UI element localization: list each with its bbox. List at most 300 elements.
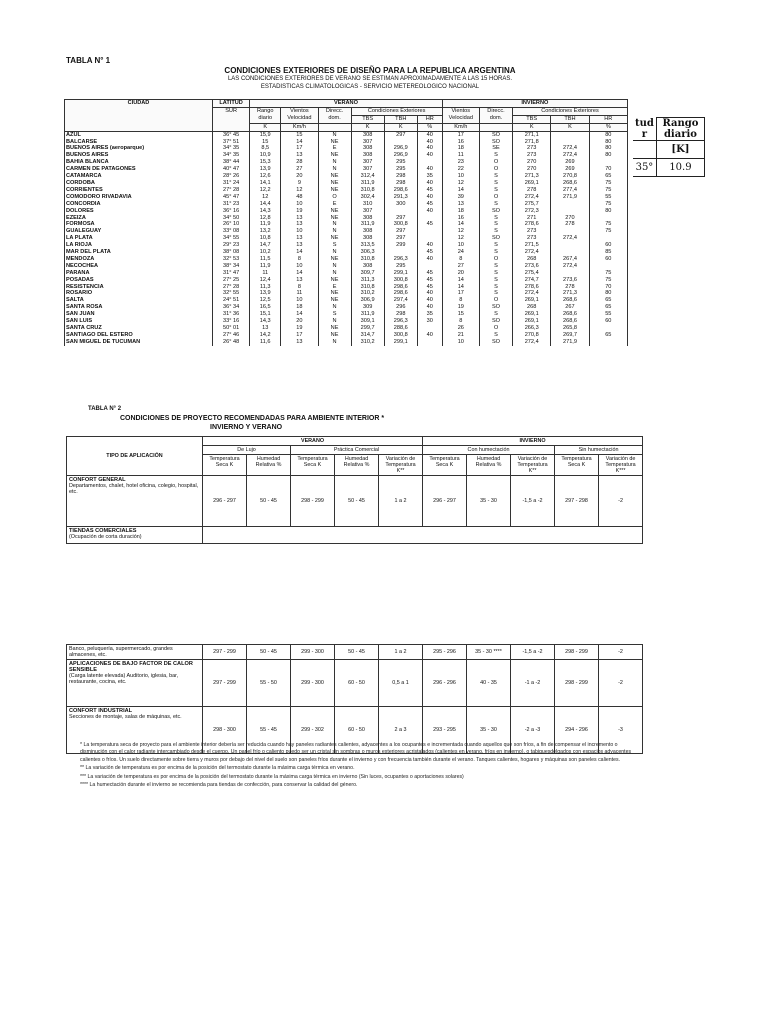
tabla2-title: [120, 414, 520, 432]
table-cell: 65: [589, 297, 627, 304]
col-sin-humectacion: Sin humectación: [555, 446, 643, 455]
table-cell: 40: [417, 166, 442, 173]
table-cell: 271,8: [513, 139, 551, 146]
col-t2-c2: Humedad Relativa %: [247, 455, 291, 476]
table-cell: 273: [513, 145, 551, 152]
table-cell: 35: [417, 173, 442, 180]
table-cell: 271,9: [551, 339, 589, 346]
table-cell: 14: [281, 270, 318, 277]
table-cell: 266,3: [513, 325, 551, 332]
col-inv-condiciones: Condiciones Exteriores: [513, 107, 628, 115]
table-cell: 40: [417, 145, 442, 152]
table-cell: NE: [318, 215, 351, 222]
table-cell: [384, 208, 417, 215]
table-cell: S: [479, 228, 512, 235]
note-4: **** La humectación durante el invierno se recomienda para tiendas de confección, para conservar la calidad del género.: [80, 782, 358, 789]
table-cell: 8: [442, 318, 479, 325]
cell: -1 a -2: [511, 660, 555, 707]
table-row: [65, 159, 628, 166]
unit-kmh: Km/h: [281, 123, 318, 131]
table-cell: SO: [479, 318, 512, 325]
table-cell: 308: [351, 131, 384, 138]
table-cell: 272,4: [513, 194, 551, 201]
table-cell: 14: [442, 277, 479, 284]
table-cell: 13: [281, 339, 318, 346]
side-header-rango: Rango diario: [656, 118, 704, 141]
table-cell: 40: [417, 152, 442, 159]
city-name: BUENOS AIRES (aeroparque): [65, 145, 213, 152]
table-cell: 273: [513, 235, 551, 242]
tabla1-label: TABLA N° 1: [66, 56, 111, 65]
table-cell: 11,5: [250, 256, 281, 263]
table-cell: [551, 228, 589, 235]
tabla1-heading: [150, 66, 590, 91]
table-row: [65, 228, 628, 235]
table-cell: 267,4: [551, 256, 589, 263]
table-cell: 272,4: [551, 152, 589, 159]
table-cell: 271,5: [513, 242, 551, 249]
table-cell: 307: [351, 139, 384, 146]
table-cell: 278: [551, 221, 589, 228]
table-cell: N: [318, 249, 351, 256]
table-cell: 268: [513, 256, 551, 263]
table-row: [65, 187, 628, 194]
table-cell: 80: [589, 145, 627, 152]
tabla2-label: TABLA N° 2: [88, 406, 122, 412]
unit-inv-empty: [479, 123, 512, 131]
cell: 40 - 35: [467, 660, 511, 707]
table-cell: 13: [281, 215, 318, 222]
table-cell: [417, 228, 442, 235]
table-cell: 34° 35: [212, 152, 249, 159]
cell: 50 - 45: [247, 476, 291, 527]
table-cell: 16: [442, 139, 479, 146]
table-cell: 298: [384, 173, 417, 180]
table-cell: 310,8: [351, 284, 384, 291]
table-cell: 314,7: [351, 332, 384, 339]
table-cell: N: [318, 166, 351, 173]
table-cell: 27° 25: [212, 277, 249, 284]
table-cell: 75: [589, 270, 627, 277]
city-name: SANTA CRUZ: [65, 325, 213, 332]
table-row: [65, 180, 628, 187]
unit-k2: K: [384, 123, 417, 131]
col-direcc-dom: Direcc. dom.: [318, 107, 351, 123]
table-cell: S: [479, 180, 512, 187]
table-cell: 40: [417, 304, 442, 311]
table-cell: 273: [513, 152, 551, 159]
table-row: [65, 339, 628, 346]
table-cell: 271,1: [513, 131, 551, 138]
table-cell: 311,3: [351, 277, 384, 284]
city-name: CORRIENTES: [65, 187, 213, 194]
note-1: * La temperatura seca de proyecto para el ambiente interior debería ser reducida cuando hay paneles radiantes calientes, adyacentes a los ocupantes e incrementada cuando aquellos que son fríos, a fin de compensar el incremento o disminución con el calor radiante intercambiado desde el cuerpo. Un panel frío o caliento puedo ser un cristal sin sombras o muros exteriores acristalados (calientes en verano, fríos en invierno), o tabiquesdelgados con espacios adyacentes calientes o fríos. Un suelo directamente sobre tierra y muros por debajo del nivel del suelo son paneles fríos durante el invierno y con frecuencia también durante el verano. Tanques calientes, hogares y máquinas son paneles calientes.: [80, 742, 632, 763]
table-cell: NE: [318, 235, 351, 242]
table-cell: 10: [281, 297, 318, 304]
unit-pct: %: [417, 123, 442, 131]
table-cell: 296: [384, 304, 417, 311]
col-practica-comercial: Práctica Comercial: [291, 446, 423, 455]
col-tipo-aplicacion: TIPO DE APLICACIÓN: [67, 437, 203, 476]
table-cell: 271,3: [513, 173, 551, 180]
group-t2-verano: VERANO: [203, 437, 423, 446]
table-cell: 36° 45: [212, 131, 249, 138]
table-cell: 10: [281, 201, 318, 208]
table-row: [65, 215, 628, 222]
cell: 60 - 50: [335, 660, 379, 707]
table-row: [65, 208, 628, 215]
table-cell: 313,5: [351, 242, 384, 249]
table-cell: O: [479, 166, 512, 173]
table-cell: 16: [442, 215, 479, 222]
app-confort-industrial: CONFORT INDUSTRIAL Secciones de montaje, salas de máquinas, etc.: [67, 707, 203, 754]
table-cell: 18: [442, 208, 479, 215]
table-row: [65, 256, 628, 263]
table-cell: 309,1: [351, 318, 384, 325]
table-cell: 23: [442, 159, 479, 166]
table-cell: 80: [589, 152, 627, 159]
table-cell: 36° 34: [212, 304, 249, 311]
table-cell: 273,6: [513, 263, 551, 270]
table-cell: 10,8: [250, 235, 281, 242]
row-tiendas-cont: [67, 645, 643, 660]
city-name: CARMEN DE PATAGONES: [65, 166, 213, 173]
table-cell: 27° 28: [212, 187, 249, 194]
table-cell: 60: [589, 318, 627, 325]
table-cell: 298,6: [384, 290, 417, 297]
table-cell: 45: [417, 277, 442, 284]
cut-cells: [203, 527, 643, 544]
table-cell: 278,6: [513, 221, 551, 228]
table-cell: 75: [589, 180, 627, 187]
table-cell: [417, 325, 442, 332]
table-cell: 14,1: [250, 180, 281, 187]
table-cell: 12: [442, 180, 479, 187]
table-cell: 14: [442, 187, 479, 194]
city-name: RESISTENCIA: [65, 284, 213, 291]
table-cell: 10: [281, 263, 318, 270]
col-t2-c10: Variación de Temperatura K***: [599, 455, 643, 476]
table-cell: 40: [417, 139, 442, 146]
city-name: FORMOSA: [65, 221, 213, 228]
table-cell: 55: [589, 311, 627, 318]
cell: 298 - 299: [555, 660, 599, 707]
table-cell: 48: [281, 194, 318, 201]
table-cell: 65: [589, 304, 627, 311]
table-cell: [417, 215, 442, 222]
table-cell: 272,4: [551, 235, 589, 242]
table-cell: S: [479, 284, 512, 291]
col-t2-c4: Humedad Relativa %: [335, 455, 379, 476]
table-cell: 298: [384, 180, 417, 187]
table-cell: 75: [589, 201, 627, 208]
table-cell: S: [318, 311, 351, 318]
table-cell: [589, 263, 627, 270]
unit-inv-kmh: Km/h: [442, 123, 479, 131]
cell: 296 - 296: [423, 660, 467, 707]
table-row: [65, 152, 628, 159]
table-cell: 308: [351, 235, 384, 242]
table-cell: NE: [318, 180, 351, 187]
table-cell: 272,3: [513, 208, 551, 215]
cell: 298 - 299: [555, 645, 599, 660]
city-name: POSADAS: [65, 277, 213, 284]
unit-empty: [318, 123, 351, 131]
tabla2-table-bottom: [66, 644, 643, 754]
table-row: [65, 277, 628, 284]
table-cell: 15: [442, 311, 479, 318]
col-t2-c8: Variación de Temperatura K**: [511, 455, 555, 476]
table-cell: 70: [589, 166, 627, 173]
table-cell: 20: [281, 318, 318, 325]
table-cell: 80: [589, 139, 627, 146]
table-cell: 33° 08: [212, 228, 249, 235]
city-name: CATAMARCA: [65, 173, 213, 180]
city-name: BAHIA BLANCA: [65, 159, 213, 166]
table-cell: 307: [351, 166, 384, 173]
row-bajo-factor: [67, 660, 643, 707]
table-cell: NE: [318, 277, 351, 284]
table-cell: 268: [513, 304, 551, 311]
table-cell: 298: [384, 311, 417, 318]
table-cell: 50° 01: [212, 325, 249, 332]
table-cell: 296,9: [384, 145, 417, 152]
table-cell: SE: [479, 145, 512, 152]
city-name: EZEIZA: [65, 215, 213, 222]
table-cell: 11,9: [250, 221, 281, 228]
col-t2-c5: Variación de Temperatura K**: [379, 455, 423, 476]
table-cell: NE: [318, 139, 351, 146]
table-cell: 299,1: [384, 270, 417, 277]
table-cell: 17: [281, 332, 318, 339]
col-inv-tbh: TBH: [551, 115, 589, 123]
table-cell: 272,4: [551, 263, 589, 270]
table-cell: S: [479, 152, 512, 159]
table-cell: 268,6: [551, 297, 589, 304]
cell: -1,5 a -2: [511, 476, 555, 527]
cell: 297 - 299: [203, 660, 247, 707]
cell: 295 - 296: [423, 645, 467, 660]
col-tbs: TBS: [351, 115, 384, 123]
city-name: SAN JUAN: [65, 311, 213, 318]
table-cell: 9: [281, 180, 318, 187]
cell: 293 - 295: [423, 707, 467, 754]
unit-k1: K: [351, 123, 384, 131]
col-t2-c3: Temperatura Seca K: [291, 455, 335, 476]
city-name: MENDOZA: [65, 256, 213, 263]
table-cell: [551, 242, 589, 249]
group-t2-invierno: INVIERNO: [423, 437, 643, 446]
table-cell: [551, 208, 589, 215]
table-row: [65, 145, 628, 152]
cell: 35 - 30: [467, 707, 511, 754]
table-cell: 27: [442, 263, 479, 270]
table-cell: 35: [417, 311, 442, 318]
col-ciudad: CIUDAD: [65, 100, 213, 132]
cell: 50 - 45: [335, 645, 379, 660]
table-cell: 40: [417, 242, 442, 249]
cell: -3: [599, 707, 643, 754]
col-hr: HR: [417, 115, 442, 123]
table-cell: 14,3: [250, 318, 281, 325]
table-cell: 270: [513, 159, 551, 166]
table-cell: SO: [479, 235, 512, 242]
table-cell: 296,9: [384, 152, 417, 159]
cell: 296 - 297: [423, 476, 467, 527]
table-cell: 31° 36: [212, 311, 249, 318]
table-cell: 11,9: [250, 263, 281, 270]
table-cell: 26: [442, 325, 479, 332]
table-cell: 12,2: [250, 187, 281, 194]
table-cell: S: [479, 249, 512, 256]
table-cell: 271,9: [551, 194, 589, 201]
table-cell: N: [318, 131, 351, 138]
table-cell: 32° 53: [212, 256, 249, 263]
table-cell: S: [479, 215, 512, 222]
table-cell: 8: [281, 284, 318, 291]
table-cell: 299,1: [384, 339, 417, 346]
table-cell: 15,1: [250, 311, 281, 318]
table-cell: NE: [318, 297, 351, 304]
table-cell: 267: [551, 304, 589, 311]
cell: 298 - 299: [291, 476, 335, 527]
city-name: CORDOBA: [65, 180, 213, 187]
table-cell: 14: [442, 221, 479, 228]
group-invierno: INVIERNO: [442, 100, 627, 108]
table-cell: S: [479, 242, 512, 249]
table-cell: 13,9: [250, 166, 281, 173]
table-cell: 308: [351, 263, 384, 270]
table-cell: 40: [417, 256, 442, 263]
col-latitud: LATITUD: [212, 100, 249, 108]
table-cell: 40: [417, 180, 442, 187]
city-name: SALTA: [65, 297, 213, 304]
app-tiendas-comerciales: TIENDAS COMERCIALES (Ocupación de corta duración): [67, 527, 203, 544]
table-cell: 80: [589, 208, 627, 215]
table-cell: 40: [417, 297, 442, 304]
table-cell: 65: [589, 173, 627, 180]
table-cell: 13: [281, 152, 318, 159]
table-cell: [589, 215, 627, 222]
cell: -2: [599, 645, 643, 660]
table-cell: 34° 35: [212, 145, 249, 152]
table-cell: 12: [281, 187, 318, 194]
table-row: [65, 194, 628, 201]
table-cell: [551, 131, 589, 138]
side-empty-cell: [633, 141, 656, 159]
table-cell: NE: [318, 152, 351, 159]
table-cell: [589, 325, 627, 332]
col-condiciones-exteriores: Condiciones Exteriores: [351, 107, 442, 115]
cell: 0,5 a 1: [379, 660, 423, 707]
table-cell: 10,2: [250, 249, 281, 256]
city-name: LA PLATA: [65, 235, 213, 242]
table-cell: 268,6: [551, 180, 589, 187]
tabla1-body: [65, 131, 628, 346]
table-cell: 75: [589, 277, 627, 284]
cell: 2 a 3: [379, 707, 423, 754]
col-rango-diario: Rango diario: [250, 107, 281, 123]
col-t2-c1: Temperatura Seca K: [203, 455, 247, 476]
city-name: SANTIAGO DEL ESTERO: [65, 332, 213, 339]
table-cell: 11,3: [250, 284, 281, 291]
table-cell: 270: [551, 215, 589, 222]
table-cell: 40: [417, 332, 442, 339]
table-cell: 310,2: [351, 339, 384, 346]
table-cell: 45: [417, 284, 442, 291]
col-t2-c9: Temperatura Seca K: [555, 455, 599, 476]
table-cell: 60: [589, 256, 627, 263]
city-name: GUALEGUAY: [65, 228, 213, 235]
table-cell: NE: [318, 208, 351, 215]
table-cell: 11,6: [250, 339, 281, 346]
table-cell: 308: [351, 152, 384, 159]
table-cell: [551, 139, 589, 146]
table-cell: 291,3: [384, 194, 417, 201]
table-cell: E: [318, 201, 351, 208]
table-cell: N: [318, 228, 351, 235]
table-cell: 11: [281, 290, 318, 297]
table-cell: 20: [442, 270, 479, 277]
table-cell: 277,4: [551, 187, 589, 194]
table-cell: E: [318, 284, 351, 291]
table-cell: 38° 44: [212, 159, 249, 166]
table-cell: 45: [417, 201, 442, 208]
table-cell: 37° 51: [212, 139, 249, 146]
tabla2-notes: [80, 742, 640, 790]
table-row: [65, 166, 628, 173]
table-row: [65, 332, 628, 339]
table-row: [65, 201, 628, 208]
table-cell: 278: [551, 284, 589, 291]
table-cell: 308: [351, 228, 384, 235]
row-confort-general: [67, 476, 643, 527]
table-cell: 295: [384, 159, 417, 166]
col-inv-hr: HR: [589, 115, 627, 123]
table-cell: S: [479, 277, 512, 284]
side-header-latitud: tud r: [633, 118, 656, 141]
table-cell: 24: [442, 249, 479, 256]
cell: 1 a 2: [379, 645, 423, 660]
table-cell: 272,4: [513, 249, 551, 256]
table-cell: 13: [281, 235, 318, 242]
table-cell: 300: [384, 201, 417, 208]
col-de-lujo: De Lujo: [203, 446, 291, 455]
table-cell: 55: [589, 194, 627, 201]
table-row: [65, 235, 628, 242]
table-cell: [589, 159, 627, 166]
table-row: [65, 173, 628, 180]
tabla1-subtitle-1: LAS CONDICIONES EXTERIORES DE VERANO SE ESTIMAN APROXIMADAMENTE A LAS 15 HORAS.: [227, 76, 513, 82]
table-cell: 45° 47: [212, 194, 249, 201]
cell: 296 - 297: [203, 476, 247, 527]
table-cell: 14: [281, 311, 318, 318]
table-cell: 12,4: [250, 277, 281, 284]
city-name: COMODORO RIVADAVIA: [65, 194, 213, 201]
table-cell: 278: [513, 187, 551, 194]
table-cell: 8,5: [250, 145, 281, 152]
table-cell: 10: [442, 173, 479, 180]
city-name: BUENOS AIRES: [65, 152, 213, 159]
cell: 60 - 50: [335, 707, 379, 754]
table-cell: N: [318, 318, 351, 325]
table-cell: O: [318, 194, 351, 201]
table-cell: 15: [250, 139, 281, 146]
table-cell: 268,6: [551, 311, 589, 318]
table-cell: 21: [442, 332, 479, 339]
table-cell: 85: [589, 249, 627, 256]
table-cell: 45: [417, 221, 442, 228]
